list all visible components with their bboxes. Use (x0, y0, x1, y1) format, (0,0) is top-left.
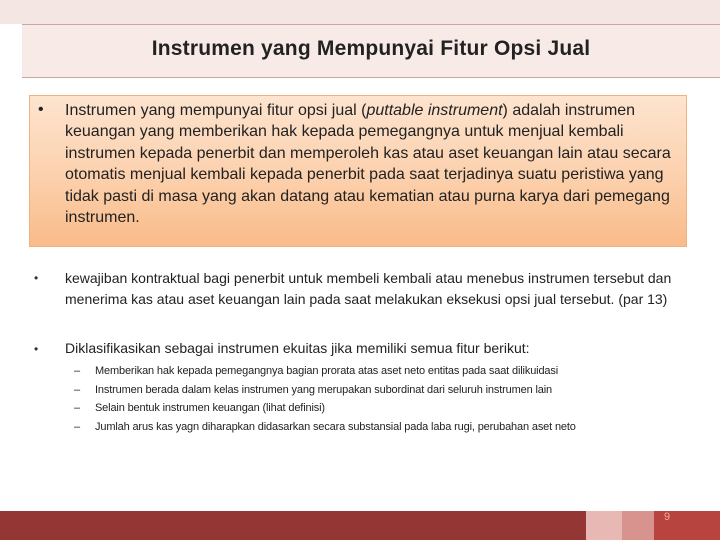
definition-bullet: • (38, 101, 44, 118)
dash-marker: – (74, 402, 81, 414)
list-item (74, 381, 694, 400)
footer-segment-light (586, 511, 622, 540)
bullet-marker: • (34, 342, 39, 356)
definition-text-start: Instrumen yang mempunyai fitur opsi jual ( (65, 102, 367, 119)
definition-text-end: ) adalah instrumen keuangan yang memberikan hak kepada pemegangnya untuk menjual kembali instrumen kepada penerbit dan memperoleh kas atau aset keuangan lain atau secara otomatis menjual kembali kepada penerbit pada saat terjadinya suatu peristiwa yang tidak pasti di masa yang akan datang atau kematian atau purna karya dari pemegang instrumen. (65, 102, 671, 227)
slide-title: Instrumen yang Mempunyai Fitur Opsi Jual (151, 37, 591, 60)
feature-sub-list (74, 362, 694, 436)
dash-marker: – (74, 383, 81, 396)
list-item (74, 362, 694, 381)
page-number: 9 (664, 511, 671, 523)
sub-item-text: Selain bentuk instrumen keuangan (lihat definisi) (95, 402, 325, 414)
sub-item-text: Jumlah arus kas yagn diharapkan didasarkan secara substansial pada laba rugi, perubahan aset neto (95, 420, 576, 433)
dash-marker: – (74, 420, 81, 433)
sub-item-text: Instrumen berada dalam kelas instrumen yang merupakan subordinat dari seluruh instrumen lain (95, 383, 553, 396)
footer-segment-main (0, 511, 586, 540)
definition-term-italic: puttable instrument (366, 102, 503, 119)
title-bar (22, 24, 720, 78)
definition-box (29, 95, 687, 247)
definition-text (65, 100, 677, 228)
footer-bar (0, 511, 720, 540)
sub-item-text: Memberikan hak kepada pemegangnya bagian prorata atas aset neto entitas pada saat dilikuidasi (95, 365, 559, 377)
dash-marker: – (74, 365, 81, 377)
list-item (74, 418, 694, 437)
bullet-text-classification: Diklasifikasikan sebagai instrumen ekuitas jika memiliki semua fitur berikut: (65, 340, 530, 356)
bullet-text-obligation: kewajiban kontraktual bagi penerbit untuk membeli kembali atau menebus instrumen tersebut dan menerima kas atau aset keuangan lain pada saat melakukan eksekusi opsi jual tersebut. (par 13) (65, 270, 672, 307)
top-decor-band (0, 0, 720, 24)
bullet-marker: • (34, 271, 39, 285)
list-item (74, 399, 694, 418)
footer-segment-mid (622, 511, 654, 540)
